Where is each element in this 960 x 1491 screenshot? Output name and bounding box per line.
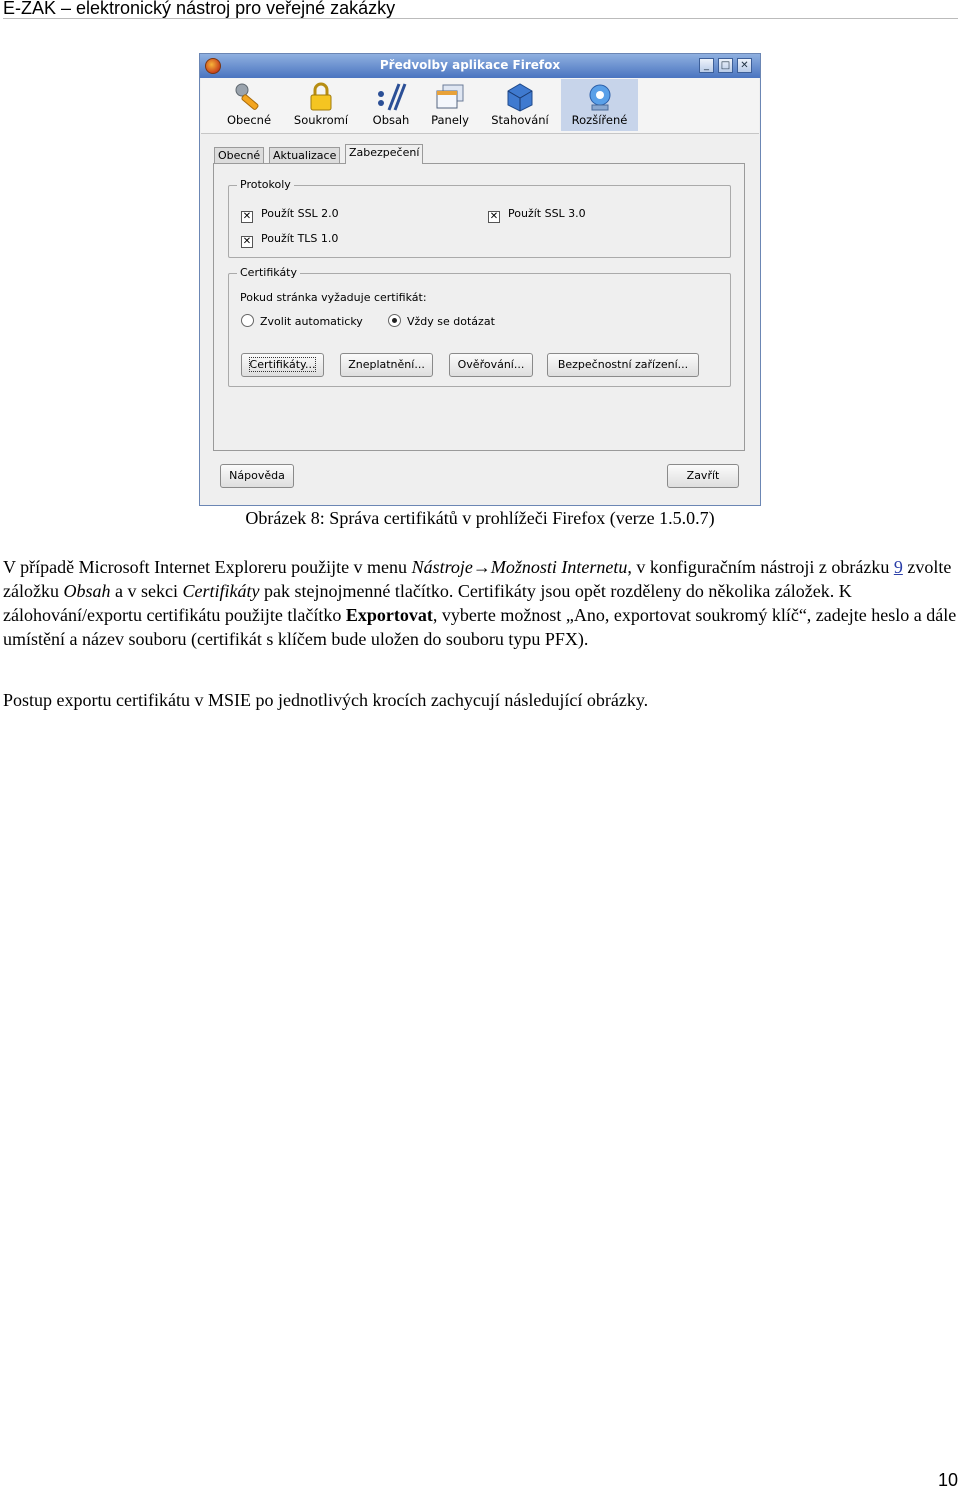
content-icon [375, 81, 407, 113]
toolbar-label: Soukromí [293, 113, 349, 127]
minimize-icon[interactable]: _ [699, 58, 714, 73]
revocation-button[interactable]: Zneplatnění... [340, 353, 433, 377]
figure-reference-link[interactable]: 9 [893, 557, 903, 577]
download-icon [504, 81, 536, 113]
certificates-prompt: Pokud stránka vyžaduje certifikát: [240, 291, 427, 304]
dialog-title: Předvolby aplikace Firefox [379, 58, 561, 72]
tabs-icon [434, 81, 466, 113]
figure-caption: Obrázek 8: Správa certifikátů v prohlížeči Firefox (verze 1.5.0.7) [245, 508, 715, 528]
menu-path: Nástroje→Možnosti Internetu [411, 557, 628, 577]
toolbar-item-general[interactable] [220, 79, 278, 131]
tab-updates[interactable]: Aktualizace [269, 147, 340, 164]
tab-name: Obsah [63, 581, 111, 601]
help-button[interactable]: Nápověda [220, 464, 294, 488]
toolbar-item-downloads[interactable] [487, 79, 553, 131]
checkbox-checked-icon: ✕ [242, 236, 252, 247]
toolbar-item-content[interactable] [368, 79, 414, 131]
toolbar-label: Rozšířené [571, 113, 628, 127]
protocols-legend: Protokoly [237, 178, 294, 191]
toolbar-label: Panely [431, 113, 469, 127]
preferences-toolbar [201, 78, 759, 134]
lock-icon [305, 81, 337, 113]
section-name: Certifikáty [182, 581, 260, 601]
wrench-icon [233, 81, 265, 113]
export-button-name: Exportovat [345, 605, 433, 625]
toolbar-item-advanced[interactable] [561, 79, 638, 131]
close-button[interactable]: Zavřít [667, 464, 739, 488]
radio-always-ask[interactable]: Vždy se dotázat [388, 314, 495, 328]
page-header: E-ZAK – elektronický nástroj pro veřejné zakázky [3, 0, 958, 19]
tab-security[interactable]: Zabezpečení [345, 144, 423, 164]
radio-checked-icon [388, 314, 401, 327]
security-devices-button[interactable]: Bezpečnostní zařízení... [547, 353, 699, 377]
tls1-checkbox[interactable]: ✕ Použít TLS 1.0 [242, 232, 339, 247]
dialog-titlebar[interactable] [200, 54, 760, 78]
advanced-icon [584, 81, 616, 113]
paragraph-export-steps: Postup exportu certifikátu v MSIE po jednotlivých krocích zachycují následující obrázky. [3, 690, 649, 710]
certificates-group [228, 266, 731, 387]
toolbar-item-tabs[interactable] [427, 79, 473, 131]
validation-button[interactable]: Ověřování... [449, 353, 533, 377]
toolbar-item-privacy[interactable] [290, 79, 352, 131]
ssl3-checkbox[interactable]: ✕ Použít SSL 3.0 [489, 207, 586, 222]
maximize-icon[interactable]: □ [718, 58, 733, 73]
toolbar-label: Stahování [491, 113, 549, 127]
checkbox-checked-icon: ✕ [242, 211, 252, 222]
radio-select-automatically[interactable]: Zvolit automaticky [241, 314, 363, 328]
page-number: 10 [937, 1470, 958, 1490]
tab-general[interactable]: Obecné [214, 147, 264, 164]
certificates-button[interactable]: Certifikáty... [241, 353, 324, 377]
toolbar-label: Obsah [372, 113, 410, 127]
paragraph-ie-instructions: V případě Microsoft Internet Exploreru použijte v menu Nástroje→Možnosti Internetu, v konfiguračním nástroji z obrázku 9 zvolte záložku Obsah a v sekci Certifikáty pak stejnojmenné tlačítko. Certifikáty jsou opět rozděleny do několika záložek. K zálohování/exportu certifikátu použijte tlačítko Exportovat, vyberte možnost „Ano, exportovat soukromý klíč“, zadejte heslo a dále umístění a název souboru (certifikát s klíčem bude uložen do souboru typu PFX). [3, 557, 957, 649]
checkbox-checked-icon: ✕ [489, 211, 499, 222]
close-icon[interactable]: ✕ [737, 58, 752, 73]
protocols-group [228, 178, 731, 258]
toolbar-label: Obecné [226, 113, 272, 127]
firefox-preferences-dialog [199, 53, 761, 506]
ssl2-checkbox[interactable]: ✕ Použít SSL 2.0 [242, 207, 339, 222]
security-tab-panel [213, 163, 745, 451]
radio-unchecked-icon [241, 314, 254, 327]
certificates-legend: Certifikáty [237, 266, 300, 279]
